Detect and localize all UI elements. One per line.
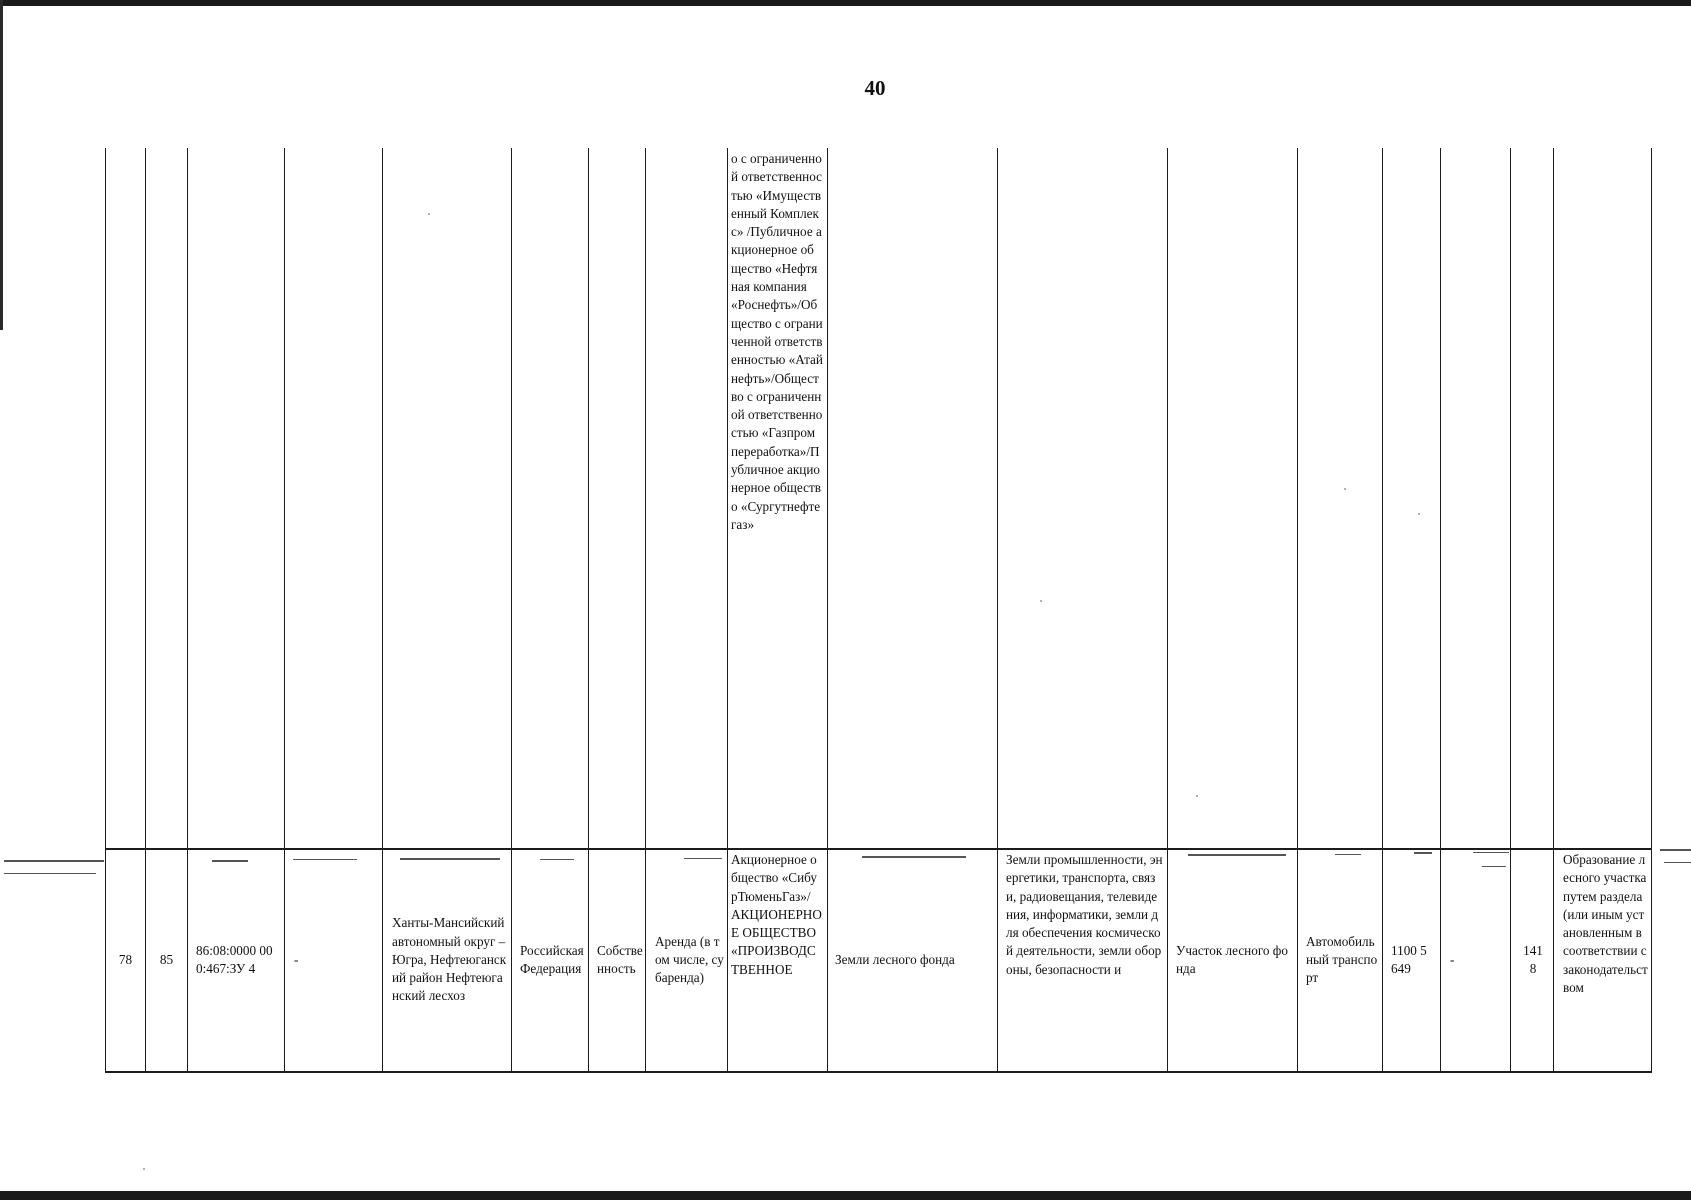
- row-divider: [105, 848, 1652, 850]
- col-border: [727, 148, 728, 1073]
- cadastral-number: [196, 851, 282, 1069]
- dash-cell: [294, 851, 380, 1069]
- col-border: [1440, 148, 1441, 1073]
- area: [1391, 851, 1431, 1069]
- land-category: [835, 851, 995, 1069]
- col-border: [588, 148, 589, 1073]
- page-number: 40: [864, 76, 886, 100]
- col-border: [827, 148, 828, 1073]
- lessee: Акционерное общество «СибурТюменьГаз»/ АКЦИОНЕРНОЕ ОБЩЕСТВО «ПРОИЗВОДСТВЕННОЕ: [731, 852, 822, 977]
- col-border: [511, 148, 512, 1073]
- permitted-use: Земли промышленности, энергетики, транспорта, связи, радиовещания, телевидения, информатики, земли для обеспечения космической деятельности, земли обороны, безопасности и: [1006, 852, 1163, 977]
- registry-number-value: 1418: [1523, 942, 1543, 976]
- dash-cell-2: [1450, 851, 1506, 1069]
- col-border: [1510, 148, 1511, 1073]
- row-number: [106, 851, 145, 1069]
- object-type-value: Участок лесного фонда: [1176, 942, 1288, 976]
- land-category-value: Земли лесного фонда: [835, 951, 955, 967]
- scan-speck: [1418, 513, 1420, 515]
- note: Образование лесного участка путем раздела (или иным установленным в соответствии с законодательством: [1563, 852, 1648, 996]
- cadastral-number-value: 86:08:0000 000:467:ЗУ 4: [196, 942, 273, 976]
- scan-artifact: [1660, 849, 1691, 851]
- col-border: [1382, 148, 1383, 1073]
- right-type-value: Собственность: [597, 942, 643, 976]
- scan-border-bottom: [0, 1191, 1691, 1200]
- col-border: [997, 148, 998, 1073]
- purpose-value: Автомобильный транспорт: [1306, 933, 1378, 986]
- purpose: [1306, 851, 1380, 1069]
- col-border: [1167, 148, 1168, 1073]
- col-border: [382, 148, 383, 1073]
- registry-number: [1518, 851, 1548, 1069]
- right-type: [597, 851, 643, 1069]
- scan-artifact: [4, 860, 104, 862]
- scan-speck: [1344, 488, 1346, 490]
- scan-artifact: [4, 873, 96, 874]
- col-border: [645, 148, 646, 1073]
- object-number-value: 85: [159, 951, 174, 967]
- col-border: [187, 148, 188, 1073]
- scan-speck: [1196, 795, 1198, 797]
- row-number-value: 78: [118, 951, 133, 967]
- continued-owner-text: о с ограниченной ответственностью «Имущественный Комплекс» /Публичное акционерное общество «Нефтяная компания «Роснефть»/Общество с ограниченной ответственностью «Атайнефть»/Общество с ограниченной ответственностью «Газпром переработка»/Публичное акционерное общество «Сургутнефтегаз»: [731, 151, 823, 532]
- dash-cell-2-value: -: [1450, 951, 1455, 967]
- rights-holder-value: Российская Федерация: [520, 942, 584, 976]
- dash-cell-value: -: [294, 951, 299, 967]
- scan-speck: [1040, 600, 1042, 602]
- col-border: [284, 148, 285, 1073]
- scan-border-left: [0, 0, 3, 330]
- scan-speck: [143, 1168, 145, 1170]
- object-number: [146, 851, 187, 1069]
- encumbrance: [655, 851, 725, 1069]
- area-value: 1100 5649: [1391, 942, 1427, 976]
- scan-artifact: [1664, 862, 1691, 863]
- rights-holder: [520, 851, 586, 1069]
- location: [392, 851, 509, 1069]
- scan-border-top: [0, 0, 1691, 6]
- location-value: Ханты-Мансийский автономный округ – Югра, Нефтеюганский район Нефтеюганский лесхоз: [392, 915, 507, 1004]
- encumbrance-value: Аренда (в том числе, субаренда): [655, 933, 724, 986]
- table-bottom-border: [105, 1071, 1652, 1073]
- col-border: [1297, 148, 1298, 1073]
- object-type: [1176, 851, 1294, 1069]
- scan-speck: [428, 213, 430, 215]
- col-border: [1553, 148, 1554, 1073]
- col-border: [1651, 148, 1652, 1073]
